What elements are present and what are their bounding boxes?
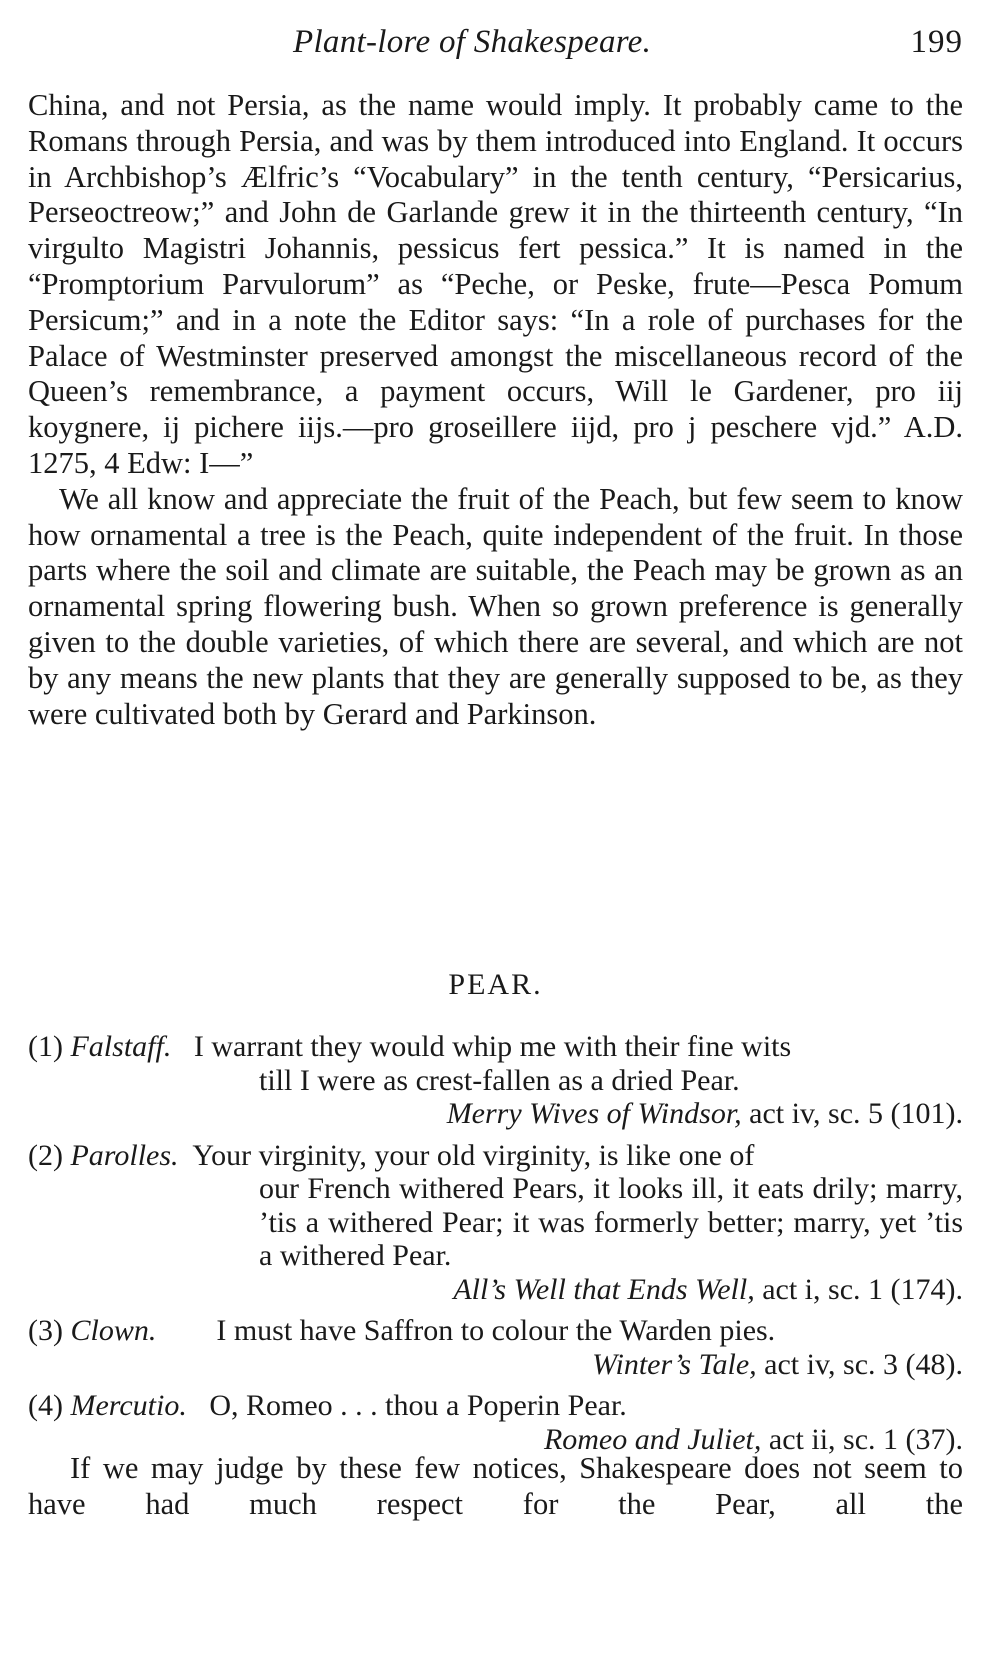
quotation-number: (4) (28, 1389, 63, 1422)
source-reference: act i, sc. 1 (174). (762, 1272, 963, 1306)
book-page (28, 0, 963, 1677)
quotation-speaker: Parolles. (70, 1138, 179, 1172)
quotation-continuation: our French withered Pears, it looks ill, it eats drily; marry, ’tis a withered Pear; it was formerly better; marry, yet ’tis a withered Pear. (259, 1172, 963, 1272)
quotation-first-line (28, 1139, 963, 1173)
quotation (28, 1389, 963, 1456)
source-title: All’s Well that Ends Well, (453, 1272, 755, 1306)
quotation-text-start: O, Romeo . . . thou a Poperin Pear. (209, 1389, 627, 1422)
closing-text: If we may judge by these few notices, Shakespeare does not seem to have had much respect for the Pear, all the (28, 1451, 963, 1521)
quotation (28, 1030, 963, 1131)
quotation-speaker: Mercutio. (70, 1389, 187, 1422)
quotation (28, 1314, 963, 1381)
page-number: 199 (910, 24, 963, 60)
source-title: Winter’s Tale, (592, 1347, 757, 1381)
quotation-first-line (28, 1030, 963, 1064)
source-title: Merry Wives of Windsor, (446, 1097, 742, 1130)
paragraph-peach-ornamental: We all know and appreciate the fruit of the Peach, but few seem to know how ornamental a tree is the Peach, quite independent of the fruit. In those parts where the soil and climate are suitable, the Peach may be grown as an ornamental spring flowering bush. When so grown preference is generally given to the double varieties, of which there are several, and which are not by any means the new plants that they are generally supposed to be, as they were cultivated both by Gerard and Parkinson. (28, 481, 963, 731)
quotation-list (28, 1030, 963, 1464)
source-reference: act ii, sc. 1 (37). (768, 1422, 963, 1456)
source-reference: act iv, sc. 3 (48). (764, 1347, 963, 1381)
quotation-number: (1) (28, 1030, 63, 1063)
quotation-text-start: I warrant they would whip me with their fine wits (193, 1030, 792, 1063)
quotation-source (28, 1273, 963, 1307)
closing-paragraph (28, 1450, 963, 1522)
quotation-text-start: I must have Saffron to colour the Warden pies. (216, 1314, 776, 1347)
running-title: Plant-lore of Shakespeare. (293, 24, 652, 60)
quotation-continuation: till I were as crest-fallen as a dried Pear. (259, 1063, 740, 1097)
source-reference: act iv, sc. 5 (101). (749, 1097, 963, 1130)
quotation-number: (2) (28, 1138, 63, 1172)
quotation-number: (3) (28, 1314, 63, 1347)
quotation-text-start: Your virginity, your old virginity, is like one of (192, 1138, 755, 1172)
source-title: Romeo and Juliet, (543, 1422, 762, 1456)
section-heading: PEAR. (448, 968, 543, 1001)
paragraph-peach-history: China, and not Persia, as the name would imply. It probably came to the Romans through Persia, and was by them introduced into England. It occurs in Archbishop’s Ælfric’s “Vocabulary” in the tenth century, “Persicarius, Perseoctreow;” and John de Garlande grew it in the thirteenth century, “In virgulto Magistri Johannis, pessicus fert pessica.” It is named in the “Promptorium Parvulorum” as “Peche, or Peske, frute—Pesca Pomum Persicum;” and in a note the Editor says: “In a role of purchases for the Palace of Westminster preserved amongst the miscellaneous record of the Queen’s remembrance, a payment occurs, Will le Gardener, pro iij koygnere, ij pichere iijs.—pro groseillere iijd, pro j peschere vjd.” A.D. 1275, 4 Edw: I—” (28, 88, 963, 480)
quotation-speaker: Falstaff. (70, 1030, 172, 1063)
quotation-first-line (28, 1314, 963, 1348)
quotation-first-line (28, 1389, 963, 1423)
page-header (28, 24, 963, 68)
quotation-source (28, 1348, 963, 1382)
quotation-speaker: Clown. (70, 1314, 157, 1347)
quotation-source (28, 1097, 963, 1131)
quotation (28, 1139, 963, 1307)
body-text (28, 88, 963, 732)
